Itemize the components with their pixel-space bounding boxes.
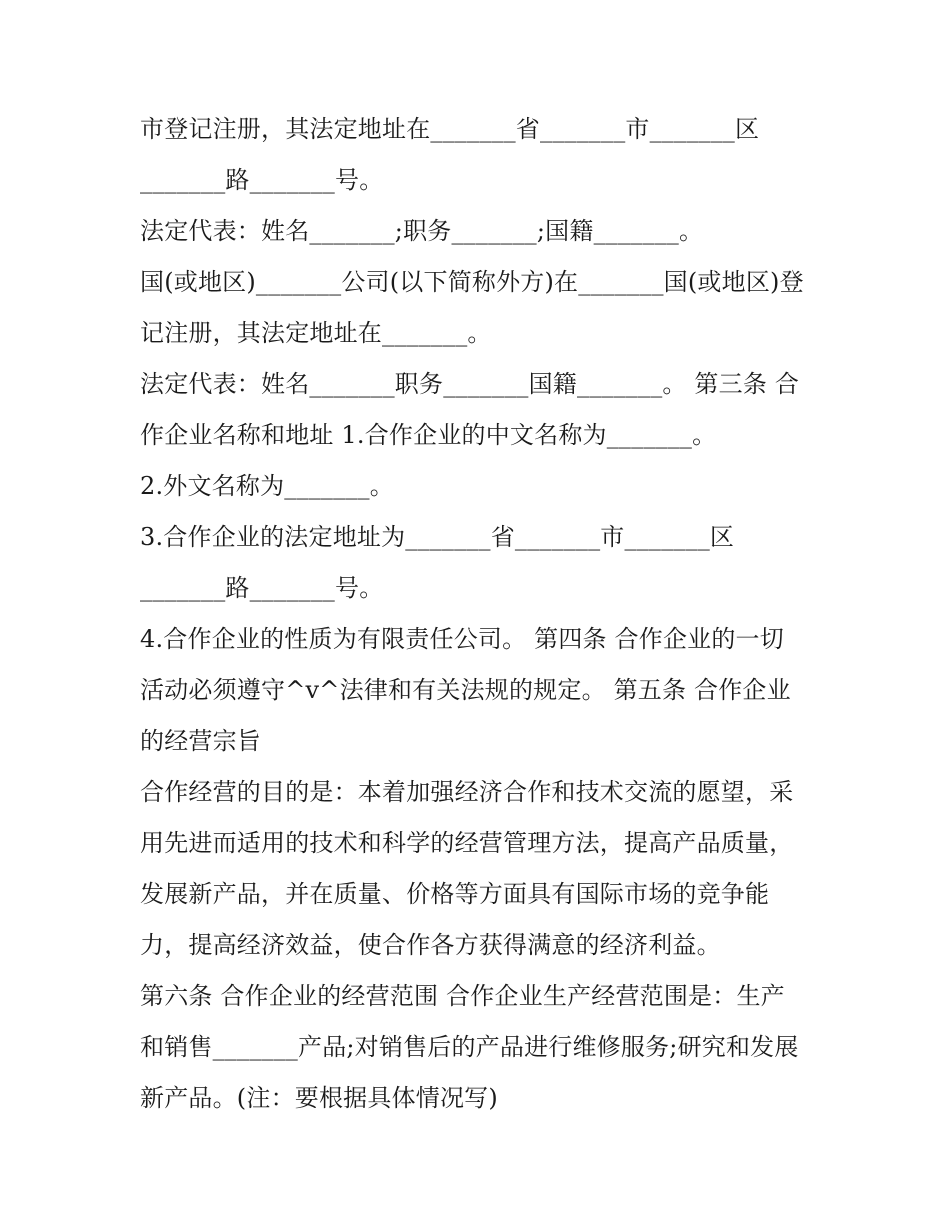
text-line: 的经营宗旨 [140,727,261,755]
text-line: 发展新产品，并在质量、价格等方面具有国际市场的竞争能 [140,880,770,908]
text-line: 法定代表：姓名_______职务_______国籍_______。 第三条 合 [140,370,800,398]
text-line: 和销售_______产品;对销售后的产品进行维修服务;研究和发展 [140,1033,799,1061]
text-line: 作企业名称和地址 1.合作企业的中文名称为_______。 [140,421,717,449]
document-body [140,104,820,1124]
text-line: 力，提高经济效益，使合作各方获得满意的经济利益。 [140,931,721,959]
text-line: _______路_______号。 [140,166,384,194]
text-line: 国(或地区)_______公司(以下简称外方)在_______国(或地区)登 [140,268,804,296]
text-line: 新产品。(注：要根据具体情况写) [140,1084,498,1112]
text-line: 合作经营的目的是：本着加强经济合作和技术交流的愿望，采 [140,778,794,806]
text-line: 活动必须遵守^v^法律和有关法规的规定。 第五条 合作企业 [140,676,791,704]
text-line: 3.合作企业的法定地址为_______省_______市_______区 [140,523,735,551]
text-line: 法定代表：姓名_______;职务_______;国籍_______。 [140,217,704,245]
text-line: _______路_______号。 [140,574,384,602]
text-line: 2.外文名称为_______。 [140,472,394,500]
text-line: 4.合作企业的性质为有限责任公司。 第四条 合作企业的一切 [140,625,784,653]
text-line: 用先进而适用的技术和科学的经营管理方法，提高产品质量， [140,829,794,857]
text-line: 记注册，其法定地址在_______。 [140,319,492,347]
text-line: 第六条 合作企业的经营范围 合作企业生产经营范围是：生产 [140,982,785,1010]
text-line: 市登记注册，其法定地址在_______省_______市_______区 [140,115,760,143]
